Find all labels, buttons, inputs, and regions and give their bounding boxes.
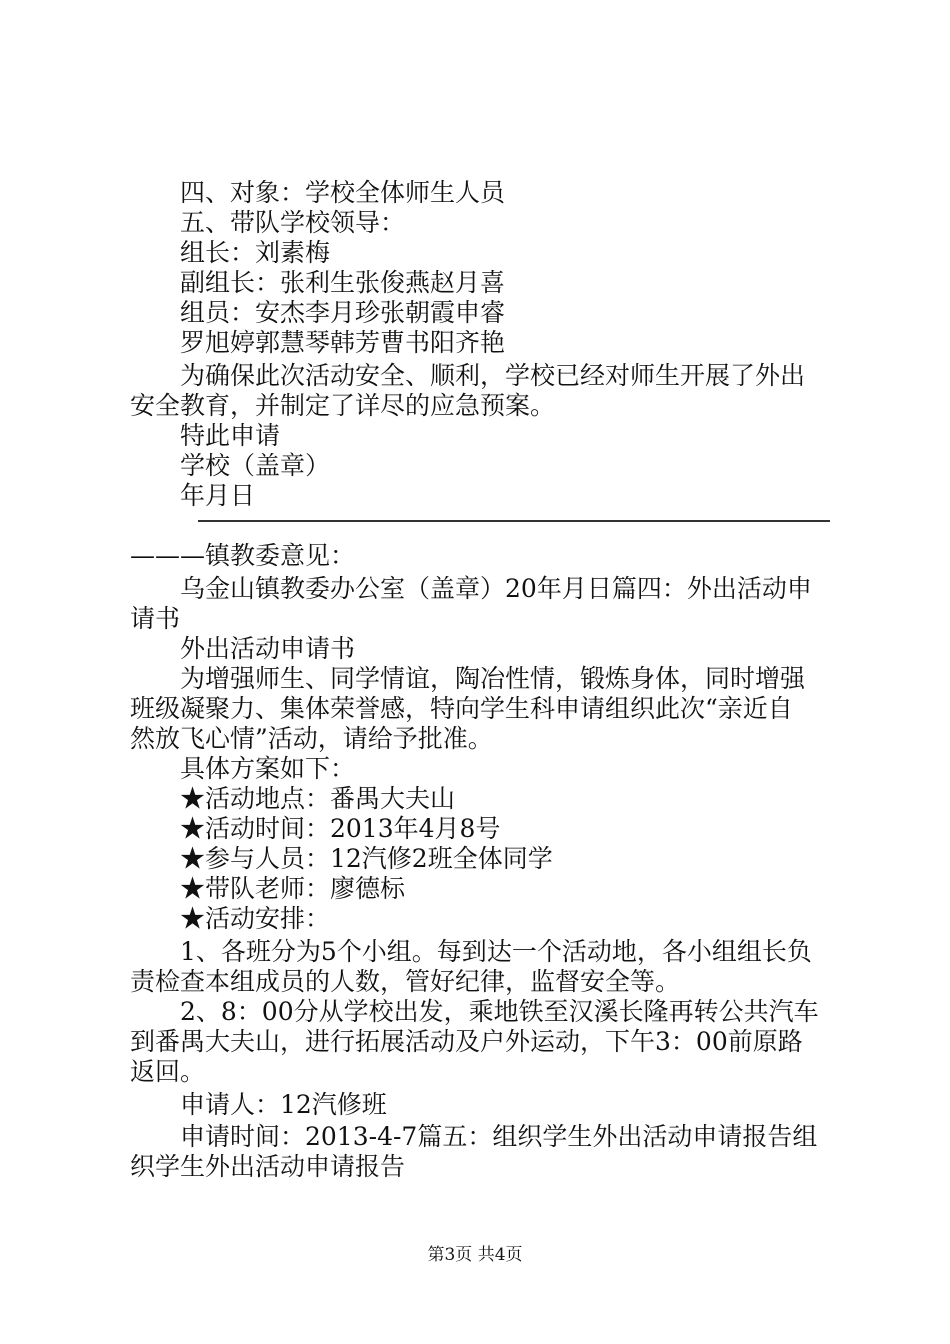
line-office-seal-cont: 请书 [130, 604, 181, 633]
paragraph-purpose-line3: 然放飞心情”活动，请给予批准。 [130, 724, 493, 753]
line-office-seal: 乌金山镇教委办公室（盖章）20年月日篇四：外出活动申 [180, 574, 812, 603]
line-application-time: 申请时间：2013-4-7篇五：组织学生外出活动申请报告组 [180, 1122, 818, 1151]
divider-rule [198, 520, 830, 522]
line-date: 年月日 [180, 481, 256, 510]
list-item-participants: ★参与人员：12汽修2班全体同学 [180, 844, 553, 873]
line-deputy-leaders: 副组长：张利生张俊燕赵月喜 [180, 268, 506, 297]
line-applicant: 申请人：12汽修班 [180, 1090, 387, 1119]
arrangement-2-line1: 2、8：00分从学校出发，乘地铁至汉溪长隆再转公共汽车 [180, 997, 819, 1026]
paragraph-purpose-line2: 班级凝聚力、集体荣誉感，特向学生科申请组织此次“亲近自 [130, 694, 793, 723]
arrangement-2-line2: 到番禺大夫山，进行拓展活动及户外运动，下午3：00前原路 [130, 1027, 803, 1056]
paragraph-safety-line2: 安全教育，并制定了详尽的应急预案。 [130, 391, 556, 420]
line-leaders-heading: 五、带队学校领导： [180, 208, 406, 237]
line-hereby-apply: 特此申请 [180, 421, 281, 450]
list-item-time: ★活动时间：2013年4月8号 [180, 814, 501, 843]
list-item-location: ★活动地点：番禺大夫山 [180, 784, 456, 813]
page-footer: 第3页 共4页 [427, 1245, 523, 1265]
list-item-arrangement: ★活动安排： [180, 904, 331, 933]
line-members: 组员：安杰李月珍张朝霞申睿 [180, 298, 506, 327]
line-plan-heading: 具体方案如下： [180, 754, 356, 783]
line-members-cont: 罗旭婷郭慧琴韩芳曹书阳齐艳 [180, 328, 506, 357]
list-item-teacher: ★带队老师：廖德标 [180, 874, 406, 903]
line-target-audience: 四、对象：学校全体师生人员 [180, 178, 506, 207]
section-title: 外出活动申请书 [180, 634, 356, 663]
line-application-time-cont: 织学生外出活动申请报告 [130, 1152, 406, 1181]
line-school-seal: 学校（盖章） [180, 451, 331, 480]
arrangement-1-line1: 1、各班分为5个小组。每到达一个活动地，各小组组长负 [180, 937, 812, 966]
line-group-leader: 组长：刘素梅 [180, 238, 331, 267]
line-town-committee-opinion: ———镇教委意见： [130, 541, 356, 570]
arrangement-2-line3: 返回。 [130, 1057, 206, 1086]
paragraph-safety-line1: 为确保此次活动安全、顺利，学校已经对师生开展了外出 [180, 361, 806, 390]
paragraph-purpose-line1: 为增强师生、同学情谊，陶冶性情，锻炼身体，同时增强 [180, 664, 806, 693]
arrangement-1-line2: 责检查本组成员的人数，管好纪律，监督安全等。 [130, 967, 681, 996]
